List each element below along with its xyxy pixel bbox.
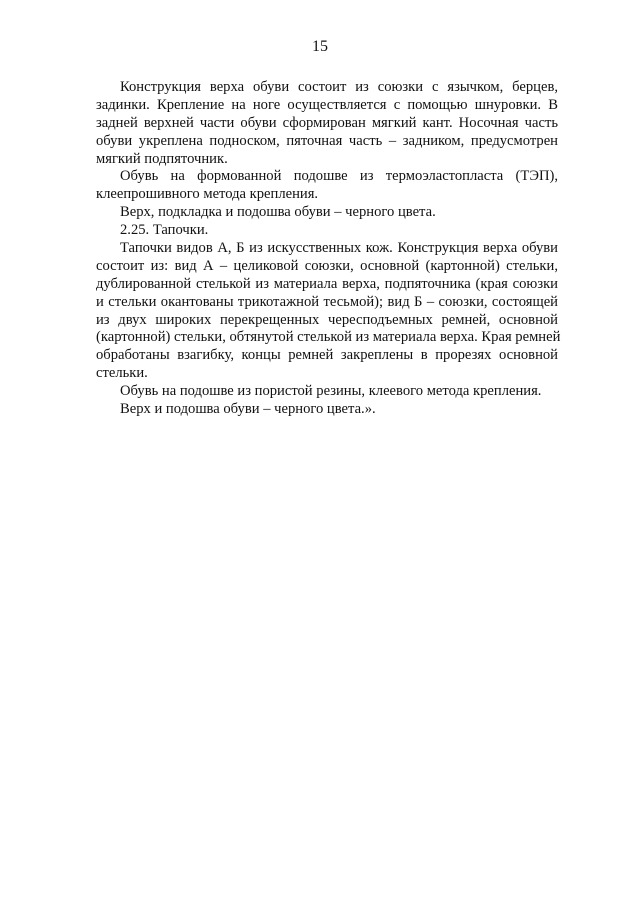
paragraph xyxy=(96,401,558,419)
paragraph xyxy=(96,168,558,204)
text-line: обработаны взагибку, концы ремней закреплены в прорезях основной xyxy=(96,347,558,364)
paragraph xyxy=(96,240,561,383)
paragraph xyxy=(96,222,558,240)
text-line: Верх, подкладка и подошва обуви – черного цвета. xyxy=(120,204,436,221)
text-line: Обувь на подошве из пористой резины, клеевого метода крепления. xyxy=(120,383,542,400)
text-line: Конструкция верха обуви состоит из союзки с язычком, берцев, xyxy=(120,79,558,95)
text-line: обуви укреплена подноском, пяточная часть – задником, предусмотрен xyxy=(96,132,558,149)
document-body xyxy=(96,79,561,419)
text-line: из двух широких перекрещенных чересподъемных ремней, основной xyxy=(96,311,558,328)
text-line: 2.25. Тапочки. xyxy=(120,222,209,239)
text-line: дублированной стелькой из материала верха, подпяточника (края союзки xyxy=(96,275,558,292)
paragraph xyxy=(96,383,558,401)
paragraph xyxy=(96,79,558,168)
text-line: Обувь на формованной подошве из термоэластопласта (ТЭП), xyxy=(120,168,558,185)
paragraph xyxy=(96,204,558,222)
page-number: 15 xyxy=(312,38,328,55)
text-line: состоит из: вид А – целиковой союзки, основной (картонной) стельки, xyxy=(96,257,558,274)
text-line: клеепрошивного метода крепления. xyxy=(96,186,319,203)
text-line: задней верхней части обуви сформирован мягкий кант. Носочная часть xyxy=(96,114,558,131)
text-line: (картонной) стельки, обтянутой стелькой из материала верха. Края ремней xyxy=(96,329,561,346)
text-line: и стельки окантованы трикотажной тесьмой); вид Б – союзки, состоящей xyxy=(96,293,558,310)
text-line: задинки. Крепление на ноге осуществляется с помощью шнуровки. В xyxy=(96,96,558,113)
text-line: стельки. xyxy=(96,365,148,382)
text-line: мягкий подпяточник. xyxy=(96,150,228,167)
text-line: Верх и подошва обуви – черного цвета.». xyxy=(120,401,376,418)
text-line: Тапочки видов А, Б из искусственных кож. Конструкция верха обуви xyxy=(120,240,558,257)
